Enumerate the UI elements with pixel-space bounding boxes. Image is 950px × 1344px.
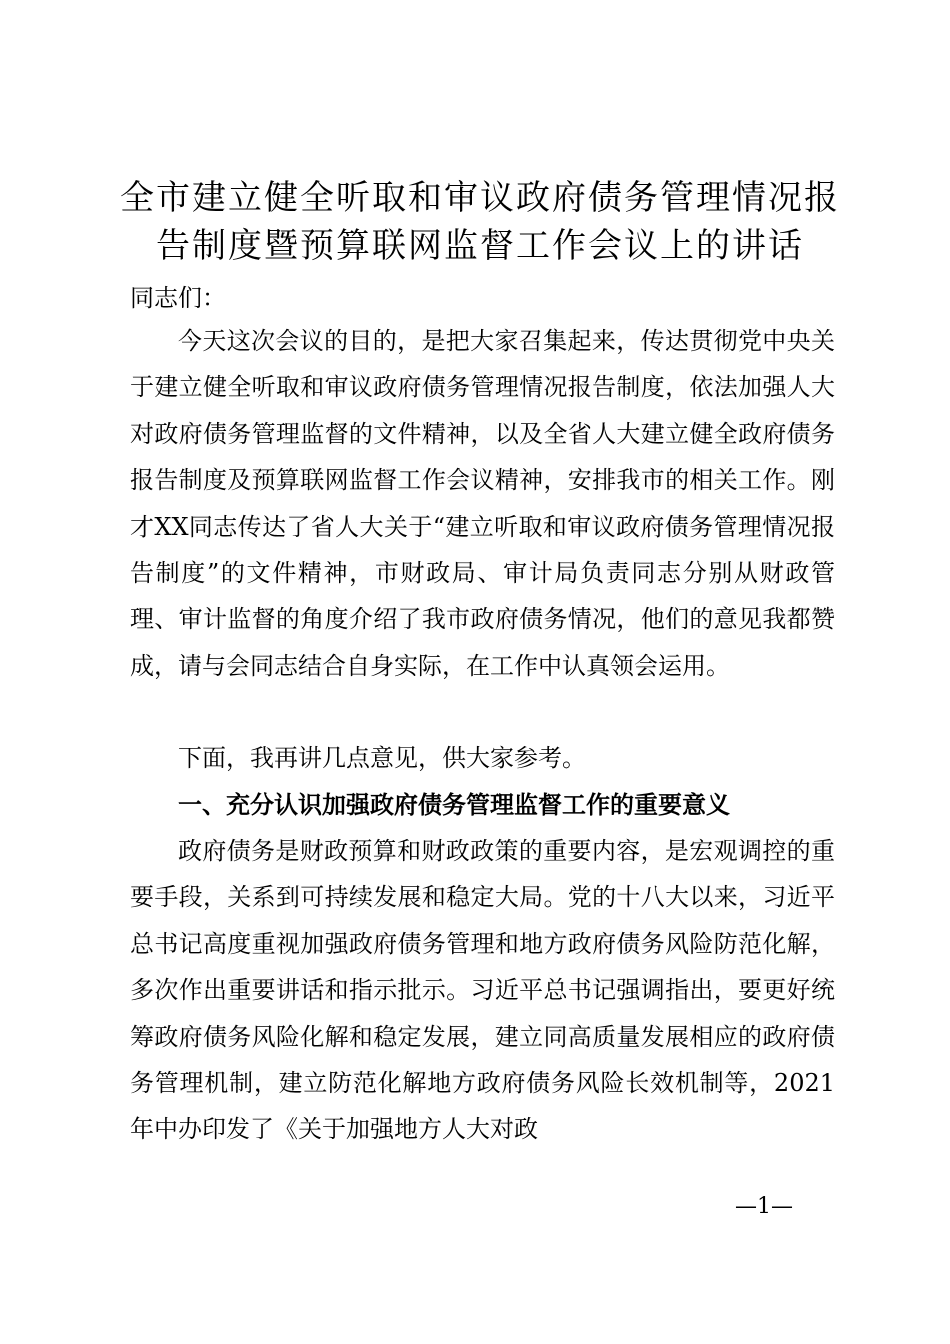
document-title-line-1: 全市建立健全听取和审议政府债务管理情况报 bbox=[120, 178, 840, 218]
document-title-line-2: 告制度暨预算联网监督工作会议上的讲话 bbox=[156, 226, 804, 266]
salutation: 同志们： bbox=[130, 284, 226, 312]
paragraph-3: 政府债务是财政预算和财政政策的重要内容，是宏观调控的重要手段，关系到可持续发展和稳定大局。党的十八大以来，习近平总书记高度重视加强政府债务管理和地方政府债务风险防范化解，多次作出重要讲话和指示批示。习近平总书记强调指出，要更好统筹政府债务风险化解和稳定发展，建立同高质量发展相应的政府债务管理机制，建立防范化解地方政府债务风险长效机制等，2021年中办印发了《关于加强地方人大对政 bbox=[130, 837, 835, 1144]
paragraph-1: 今天这次会议的目的，是把大家召集起来，传达贯彻党中央关于建立健全听取和审议政府债务管理情况报告制度，依法加强人大对政府债务管理监督的文件精神，以及全省人大建立健全政府债务报告制度及预算联网监督工作会议精神，安排我市的相关工作。刚才XX同志传达了省人大关于“建立听取和审议政府债务管理情况报告制度”的文件精神，市财政局、审计局负责同志分别从财政管理、审计监督的角度介绍了我市政府债务情况，他们的意见我都赞成，请与会同志结合自身实际，在工作中认真领会运用。 bbox=[130, 327, 835, 680]
paragraph-2: 下面，我再讲几点意见，供大家参考。 bbox=[178, 744, 586, 772]
page-number: —1— bbox=[735, 1194, 793, 1219]
section-heading-1: 一、充分认识加强政府债务管理监督工作的重要意义 bbox=[178, 791, 730, 819]
